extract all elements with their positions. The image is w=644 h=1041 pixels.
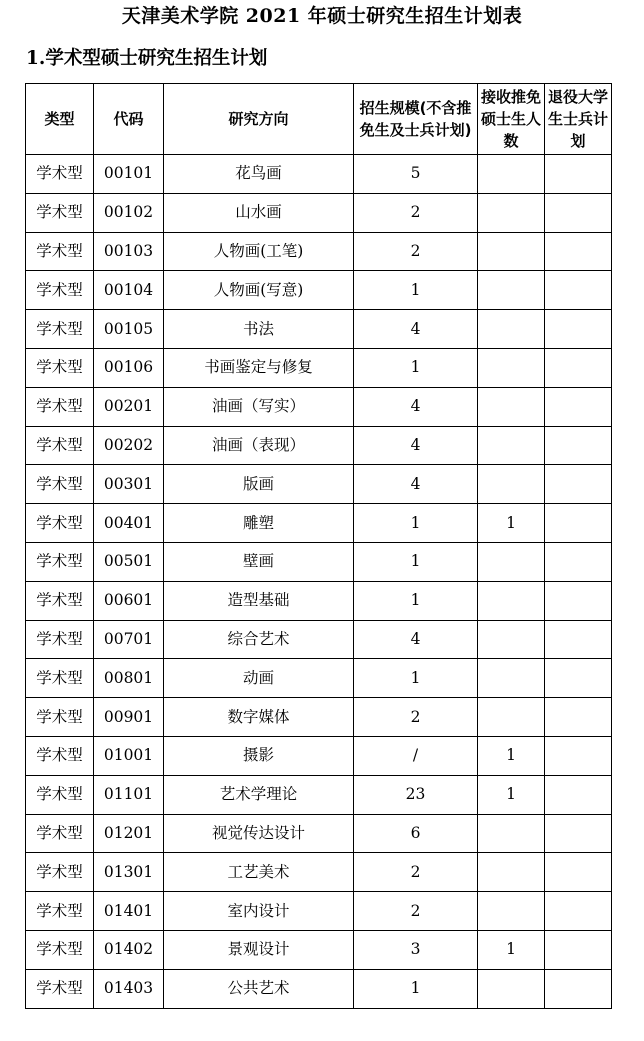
table-row [26,969,612,1008]
cell-direction: 造型基础 [164,581,354,620]
cell-quota: 5 [354,155,478,194]
cell-quota: 1 [354,271,478,310]
cell-exempt [478,659,545,698]
table-row [26,232,612,271]
cell-exempt [478,193,545,232]
cell-code: 00401 [94,504,164,543]
cell-type: 学术型 [26,620,94,659]
cell-type: 学术型 [26,581,94,620]
cell-code: 00301 [94,465,164,504]
cell-direction: 景观设计 [164,930,354,969]
cell-type: 学术型 [26,193,94,232]
cell-code: 00601 [94,581,164,620]
cell-direction: 工艺美术 [164,853,354,892]
cell-direction: 艺术学理论 [164,775,354,814]
cell-type: 学术型 [26,892,94,931]
header-code: 代码 [94,84,164,155]
cell-exempt [478,581,545,620]
cell-quota: 6 [354,814,478,853]
cell-quota: 4 [354,310,478,349]
cell-exempt [478,348,545,387]
cell-veteran [545,892,612,931]
cell-type: 学术型 [26,542,94,581]
cell-direction: 油画（表现） [164,426,354,465]
cell-code: 01101 [94,775,164,814]
cell-type: 学术型 [26,387,94,426]
cell-type: 学术型 [26,232,94,271]
section-heading: 1.学术型硕士研究生招生计划 [26,48,268,69]
table-row [26,155,612,194]
cell-type: 学术型 [26,465,94,504]
cell-veteran [545,930,612,969]
table-row [26,930,612,969]
cell-code: 00102 [94,193,164,232]
cell-veteran [545,542,612,581]
cell-veteran [545,232,612,271]
cell-code: 00103 [94,232,164,271]
cell-direction: 书法 [164,310,354,349]
cell-veteran [545,620,612,659]
cell-quota: 1 [354,542,478,581]
table-row [26,814,612,853]
table-row [26,465,612,504]
table-row [26,736,612,775]
cell-veteran [545,465,612,504]
cell-quota: 23 [354,775,478,814]
cell-quota: 2 [354,193,478,232]
cell-exempt: 1 [478,775,545,814]
cell-quota: 2 [354,232,478,271]
cell-code: 00202 [94,426,164,465]
cell-direction: 山水画 [164,193,354,232]
cell-veteran [545,426,612,465]
cell-type: 学术型 [26,659,94,698]
enrollment-plan-table [25,83,612,1009]
cell-type: 学术型 [26,814,94,853]
cell-quota: 2 [354,853,478,892]
cell-type: 学术型 [26,155,94,194]
cell-quota: 1 [354,581,478,620]
cell-quota: 4 [354,620,478,659]
cell-type: 学术型 [26,775,94,814]
cell-exempt [478,969,545,1008]
cell-direction: 数字媒体 [164,698,354,737]
cell-exempt [478,853,545,892]
cell-type: 学术型 [26,271,94,310]
cell-exempt [478,387,545,426]
cell-veteran [545,736,612,775]
cell-quota: 4 [354,387,478,426]
table-row [26,581,612,620]
cell-quota: 1 [354,659,478,698]
cell-quota: / [354,736,478,775]
cell-quota: 3 [354,930,478,969]
cell-direction: 室内设计 [164,892,354,931]
cell-code: 00101 [94,155,164,194]
cell-veteran [545,853,612,892]
cell-direction: 摄影 [164,736,354,775]
cell-veteran [545,310,612,349]
table-row [26,892,612,931]
cell-direction: 版画 [164,465,354,504]
cell-direction: 动画 [164,659,354,698]
cell-code: 01402 [94,930,164,969]
cell-type: 学术型 [26,930,94,969]
cell-type: 学术型 [26,504,94,543]
cell-exempt [478,465,545,504]
cell-code: 01001 [94,736,164,775]
cell-veteran [545,387,612,426]
cell-direction: 壁画 [164,542,354,581]
cell-exempt [478,232,545,271]
cell-code: 00901 [94,698,164,737]
cell-code: 00201 [94,387,164,426]
table-row [26,775,612,814]
table-row [26,504,612,543]
cell-quota: 1 [354,969,478,1008]
cell-code: 00501 [94,542,164,581]
table-row [26,348,612,387]
cell-veteran [545,348,612,387]
cell-type: 学术型 [26,698,94,737]
cell-exempt [478,698,545,737]
cell-direction: 综合艺术 [164,620,354,659]
header-veteran: 退役大学生士兵计划 [545,84,612,155]
page-title: 天津美术学院 2021 年硕士研究生招生计划表 [121,5,523,27]
cell-direction: 视觉传达设计 [164,814,354,853]
cell-type: 学术型 [26,969,94,1008]
cell-code: 00701 [94,620,164,659]
cell-veteran [545,698,612,737]
table-body [26,155,612,1009]
cell-exempt: 1 [478,930,545,969]
cell-veteran [545,271,612,310]
table-row [26,698,612,737]
cell-exempt: 1 [478,736,545,775]
cell-exempt [478,892,545,931]
header-quota: 招生规模(不含推免生及士兵计划) [354,84,478,155]
cell-type: 学术型 [26,853,94,892]
table-row [26,853,612,892]
cell-quota: 2 [354,892,478,931]
cell-direction: 油画（写实） [164,387,354,426]
cell-exempt [478,155,545,194]
cell-code: 01403 [94,969,164,1008]
table-row [26,271,612,310]
cell-veteran [545,659,612,698]
cell-code: 00105 [94,310,164,349]
cell-exempt: 1 [478,504,545,543]
header-direction: 研究方向 [164,84,354,155]
table-row [26,542,612,581]
cell-veteran [545,155,612,194]
cell-quota: 2 [354,698,478,737]
cell-exempt [478,310,545,349]
cell-code: 00801 [94,659,164,698]
cell-veteran [545,969,612,1008]
cell-direction: 花鸟画 [164,155,354,194]
table-row [26,426,612,465]
cell-code: 00106 [94,348,164,387]
cell-code: 01401 [94,892,164,931]
table-row [26,659,612,698]
cell-veteran [545,581,612,620]
cell-quota: 1 [354,504,478,543]
cell-type: 学术型 [26,736,94,775]
cell-type: 学术型 [26,348,94,387]
cell-type: 学术型 [26,426,94,465]
table-row [26,387,612,426]
cell-code: 01301 [94,853,164,892]
table-row [26,193,612,232]
table-row [26,310,612,349]
cell-direction: 人物画(工笔) [164,232,354,271]
cell-code: 00104 [94,271,164,310]
header-exempt: 接收推免硕士生人数 [478,84,545,155]
cell-veteran [545,814,612,853]
cell-exempt [478,426,545,465]
cell-direction: 书画鉴定与修复 [164,348,354,387]
cell-direction: 人物画(写意) [164,271,354,310]
cell-direction: 雕塑 [164,504,354,543]
table-header-row [26,84,612,155]
cell-exempt [478,814,545,853]
cell-exempt [478,271,545,310]
header-type: 类型 [26,84,94,155]
cell-quota: 4 [354,426,478,465]
cell-code: 01201 [94,814,164,853]
cell-type: 学术型 [26,310,94,349]
cell-veteran [545,504,612,543]
table-row [26,620,612,659]
cell-exempt [478,542,545,581]
cell-quota: 1 [354,348,478,387]
cell-veteran [545,193,612,232]
cell-quota: 4 [354,465,478,504]
cell-direction: 公共艺术 [164,969,354,1008]
cell-veteran [545,775,612,814]
cell-exempt [478,620,545,659]
